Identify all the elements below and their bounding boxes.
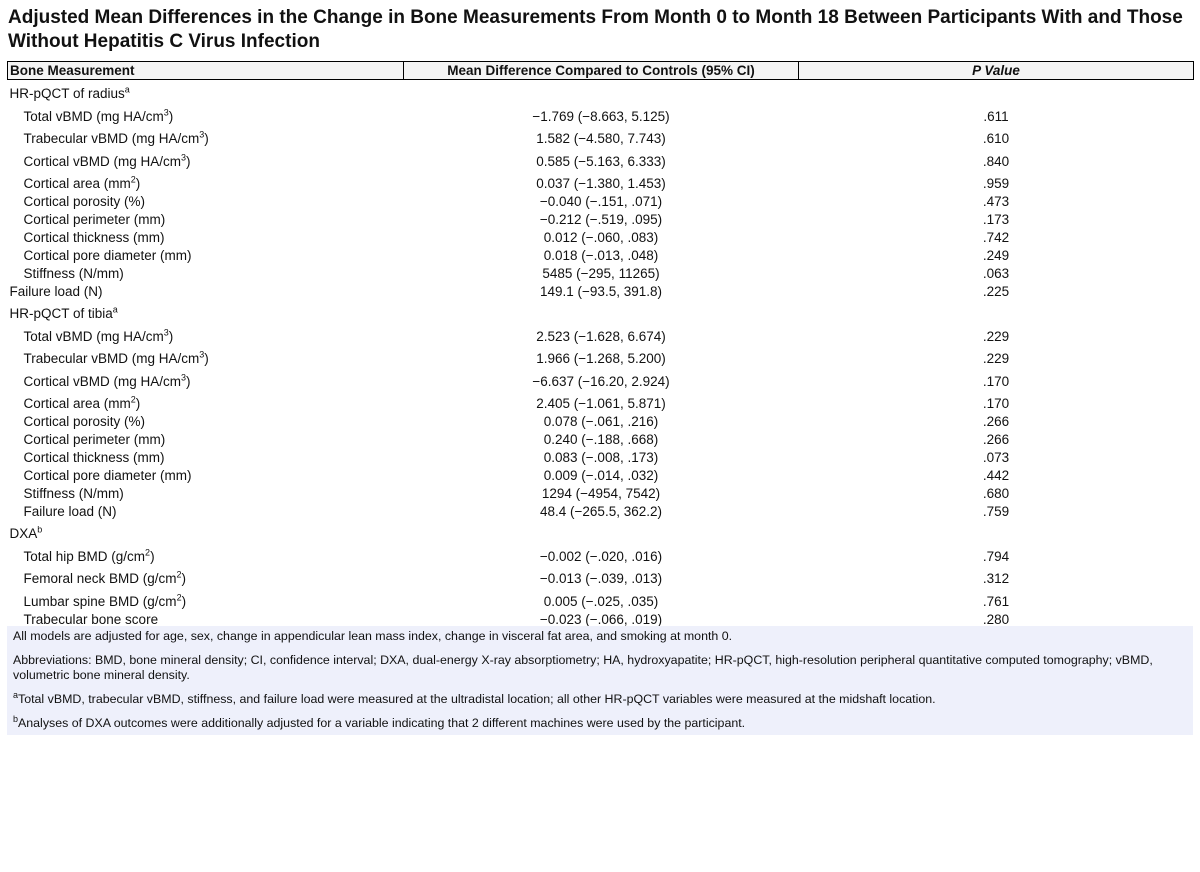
mean-difference-cell: −6.637 (−16.20, 2.924)	[532, 373, 670, 389]
p-value-cell: .266	[982, 414, 1010, 429]
table-row	[8, 210, 1194, 228]
footnote	[13, 629, 1188, 644]
unit-exponent: 3	[181, 372, 187, 382]
p-value-cell: .742	[982, 230, 1010, 245]
unit-exponent: 2	[145, 547, 151, 557]
mean-difference-cell: 1.966 (−1.268, 5.200)	[536, 351, 666, 366]
measurement-name	[8, 345, 404, 368]
mean-difference-cell: 48.4 (−265.5, 362.2)	[540, 504, 662, 519]
measurement-name-text: Cortical pore diameter (mm)	[23, 248, 192, 263]
table-row	[8, 587, 1194, 610]
measurement-name-text: Cortical vBMD (mg HA/cm	[23, 373, 182, 389]
measurement-name	[8, 192, 404, 210]
measurement-name-text: Cortical perimeter (mm)	[23, 212, 166, 227]
measurement-name-text: Cortical porosity (%)	[23, 194, 146, 209]
mean-difference-cell: 0.585 (−5.163, 6.333)	[536, 153, 666, 169]
unit-exponent: 3	[199, 349, 205, 360]
section-label-text: HR-pQCT of radius	[9, 86, 125, 101]
table-row	[8, 246, 1194, 264]
measurement-name	[8, 367, 404, 390]
footnote-text: Total vBMD, trabecular vBMD, stiffness, and failure load were measured at the ultradistal location; all other HR-pQCT variables were measured at the midshaft location.	[18, 692, 936, 706]
table-row	[8, 412, 1194, 430]
unit-exponent: 2	[130, 174, 136, 185]
table-row	[8, 264, 1194, 282]
p-value-cell: .611	[983, 108, 1009, 124]
measurement-name	[8, 610, 404, 628]
measurement-name	[8, 565, 404, 588]
mean-difference-cell: 0.009 (−.014, .032)	[543, 468, 659, 483]
measurement-name	[8, 542, 404, 565]
table-row	[8, 430, 1194, 448]
table-row	[8, 170, 1194, 193]
table-row	[8, 484, 1194, 502]
section-label	[8, 520, 1194, 542]
p-value-cell: .170	[982, 396, 1010, 411]
measurement-name-suffix: )	[204, 351, 209, 366]
section-label	[8, 80, 1194, 103]
bone-measurements-table	[7, 61, 1194, 628]
p-value-cell: .173	[982, 212, 1010, 227]
table-row	[8, 192, 1194, 210]
measurement-name	[8, 412, 404, 430]
footnote	[13, 689, 1188, 707]
measurement-name	[8, 264, 404, 282]
measurement-name	[8, 484, 404, 502]
table-body	[8, 80, 1194, 628]
p-value-cell: .280	[982, 611, 1010, 627]
column-header-p-value: P Value	[799, 62, 1194, 80]
table-title: Adjusted Mean Differences in the Change in Bone Measurements From Month 0 to Month 18 Between Participants With and Those Without Hepatitis C Virus Infection	[8, 7, 1183, 52]
measurement-name	[8, 282, 404, 300]
mean-difference-cell: 0.005 (−.025, .035)	[543, 593, 659, 609]
measurement-name-text: Cortical thickness (mm)	[23, 450, 165, 465]
footnote-marker: a	[124, 84, 130, 95]
footnote	[13, 653, 1188, 683]
measurement-name	[8, 587, 404, 610]
measurement-name-text: Lumbar spine BMD (g/cm	[23, 593, 177, 609]
unit-exponent: 3	[181, 152, 187, 162]
p-value-cell: .266	[982, 432, 1010, 447]
mean-difference-cell: 1294 (−4954, 7542)	[541, 486, 661, 501]
table-row	[8, 322, 1194, 345]
mean-difference-cell: 2.523 (−1.628, 6.674)	[536, 328, 666, 344]
table-row	[8, 542, 1194, 565]
footnote-marker: a	[112, 304, 118, 315]
mean-difference-cell: −1.769 (−8.663, 5.125)	[532, 108, 670, 124]
measurement-name	[8, 170, 404, 193]
p-value-cell: .794	[982, 548, 1010, 564]
footnote-text: Analyses of DXA outcomes were additionally adjusted for a variable indicating that 2 different machines were used by the participant.	[18, 716, 746, 730]
unit-exponent: 2	[176, 569, 182, 580]
measurement-name-text: Total vBMD (mg HA/cm	[23, 108, 164, 124]
table-row	[8, 282, 1194, 300]
measurement-name-suffix: )	[150, 548, 155, 564]
mean-difference-cell: 2.405 (−1.061, 5.871)	[536, 396, 666, 411]
section-row	[8, 520, 1194, 542]
unit-exponent: 3	[199, 129, 205, 140]
unit-exponent: 3	[163, 107, 169, 117]
header-row	[8, 62, 1194, 80]
footnote-text: All models are adjusted for age, sex, change in appendicular lean mass index, change in visceral fat area, and smoking at month 0.	[13, 629, 733, 643]
measurement-name-suffix: )	[181, 571, 187, 586]
p-value-cell: .442	[982, 468, 1010, 483]
table-row	[8, 367, 1194, 390]
measurement-name	[8, 102, 404, 125]
mean-difference-cell: 0.078 (−.061, .216)	[543, 414, 659, 429]
measurement-name-text: Failure load (N)	[9, 284, 103, 299]
footnote-text: Abbreviations: BMD, bone mineral density; CI, confidence interval; DXA, dual-energy X-ray absorptiometry; HA, hydroxyapatite; HR-pQCT, high-resolution peripheral quantitative computed tomography; vBMD, volumetric bone mineral density.	[13, 653, 1153, 682]
section-row	[8, 80, 1194, 103]
measurement-name	[8, 390, 404, 413]
p-value-cell: .759	[982, 504, 1010, 519]
p-value-cell: .063	[982, 266, 1010, 281]
measurement-name-suffix: )	[204, 131, 209, 146]
mean-difference-cell: 0.037 (−1.380, 1.453)	[536, 176, 666, 191]
table-row	[8, 466, 1194, 484]
mean-difference-cell: −0.013 (−.039, .013)	[539, 571, 663, 586]
p-value-cell: .680	[982, 486, 1010, 501]
measurement-name-text: Total vBMD (mg HA/cm	[23, 328, 164, 344]
table-footnotes	[7, 626, 1193, 735]
section-row	[8, 300, 1194, 322]
footnote-marker: a	[13, 689, 19, 700]
table-row	[8, 102, 1194, 125]
measurement-name-suffix: )	[186, 153, 191, 169]
table-row	[8, 228, 1194, 246]
mean-difference-cell: −0.212 (−.519, .095)	[539, 212, 663, 227]
measurement-name-text: Stiffness (N/mm)	[23, 266, 124, 281]
table-row	[8, 448, 1194, 466]
measurement-name-suffix: )	[168, 108, 174, 124]
measurement-name-text: Femoral neck BMD (g/cm	[23, 571, 177, 586]
section-label-text: HR-pQCT of tibia	[9, 306, 113, 321]
p-value-cell: .170	[982, 373, 1010, 389]
table-row	[8, 502, 1194, 520]
mean-difference-cell: −0.023 (−.066, .019)	[539, 611, 663, 627]
measurement-name-text: Trabecular bone score	[23, 611, 159, 627]
mean-difference-cell: 0.018 (−.013, .048)	[543, 248, 659, 263]
measurement-name-text: Cortical area (mm	[23, 396, 131, 411]
p-value-cell: .610	[982, 131, 1010, 146]
mean-difference-cell: 0.240 (−.188, .668)	[543, 432, 659, 447]
measurement-name-suffix: )	[181, 593, 187, 609]
measurement-name-text: Cortical thickness (mm)	[23, 230, 165, 245]
measurement-name-text: Cortical pore diameter (mm)	[23, 468, 192, 483]
measurement-name-text: Cortical vBMD (mg HA/cm	[23, 153, 182, 169]
measurement-name-suffix: )	[135, 176, 141, 191]
unit-exponent: 2	[176, 592, 182, 602]
mean-difference-cell: 0.012 (−.060, .083)	[543, 230, 659, 245]
measurement-name	[8, 210, 404, 228]
mean-difference-cell: −0.040 (−.151, .071)	[539, 194, 663, 209]
measurement-name-text: Trabecular vBMD (mg HA/cm	[23, 351, 200, 366]
measurement-name-text: Total hip BMD (g/cm	[23, 548, 146, 564]
measurement-name-text: Cortical perimeter (mm)	[23, 432, 166, 447]
p-value-cell: .473	[982, 194, 1010, 209]
mean-difference-cell: 1.582 (−4.580, 7.743)	[536, 131, 666, 146]
measurement-name	[8, 125, 404, 148]
measurement-name	[8, 430, 404, 448]
p-value-cell: .073	[982, 450, 1010, 465]
table-row	[8, 125, 1194, 148]
measurement-name	[8, 448, 404, 466]
unit-exponent: 2	[130, 394, 136, 405]
measurement-name	[8, 228, 404, 246]
measurement-name	[8, 147, 404, 170]
p-value-cell: .249	[982, 248, 1010, 263]
measurement-name-text: Failure load (N)	[23, 504, 117, 519]
measurement-name-text: Cortical porosity (%)	[23, 414, 146, 429]
column-header-measurement: Bone Measurement	[8, 62, 404, 80]
mean-difference-cell: −0.002 (−.020, .016)	[539, 548, 663, 564]
measurement-name-suffix: )	[168, 328, 174, 344]
mean-difference-cell: 5485 (−295, 11265)	[542, 266, 660, 281]
table-row	[8, 147, 1194, 170]
unit-exponent: 3	[163, 327, 169, 337]
measurement-name-suffix: )	[135, 396, 141, 411]
measurement-name	[8, 502, 404, 520]
table-row	[8, 390, 1194, 413]
p-value-cell: .312	[982, 571, 1010, 586]
footnote	[13, 713, 1188, 731]
column-header-mean-difference: Mean Difference Compared to Controls (95% CI)	[404, 62, 799, 80]
p-value-cell: .229	[982, 351, 1010, 366]
measurement-name	[8, 246, 404, 264]
p-value-cell: .229	[982, 328, 1010, 344]
measurement-name	[8, 322, 404, 345]
mean-difference-cell: 0.083 (−.008, .173)	[543, 450, 659, 465]
measurement-name-text: Stiffness (N/mm)	[23, 486, 124, 501]
section-label	[8, 300, 1194, 322]
p-value-cell: .225	[982, 284, 1010, 299]
measurement-name-text: Trabecular vBMD (mg HA/cm	[23, 131, 200, 146]
p-value-cell: .761	[982, 593, 1010, 609]
measurement-name-suffix: )	[186, 373, 191, 389]
p-value-cell: .959	[982, 176, 1010, 191]
p-value-cell: .840	[982, 153, 1010, 169]
footnote-marker: b	[37, 524, 43, 535]
table-row	[8, 345, 1194, 368]
section-label-text: DXA	[9, 526, 38, 541]
mean-difference-cell: 149.1 (−93.5, 391.8)	[540, 284, 662, 299]
measurement-name	[8, 466, 404, 484]
table-row	[8, 610, 1194, 628]
footnote-marker: b	[13, 713, 19, 724]
table-row	[8, 565, 1194, 588]
measurement-name-text: Cortical area (mm	[23, 176, 131, 191]
